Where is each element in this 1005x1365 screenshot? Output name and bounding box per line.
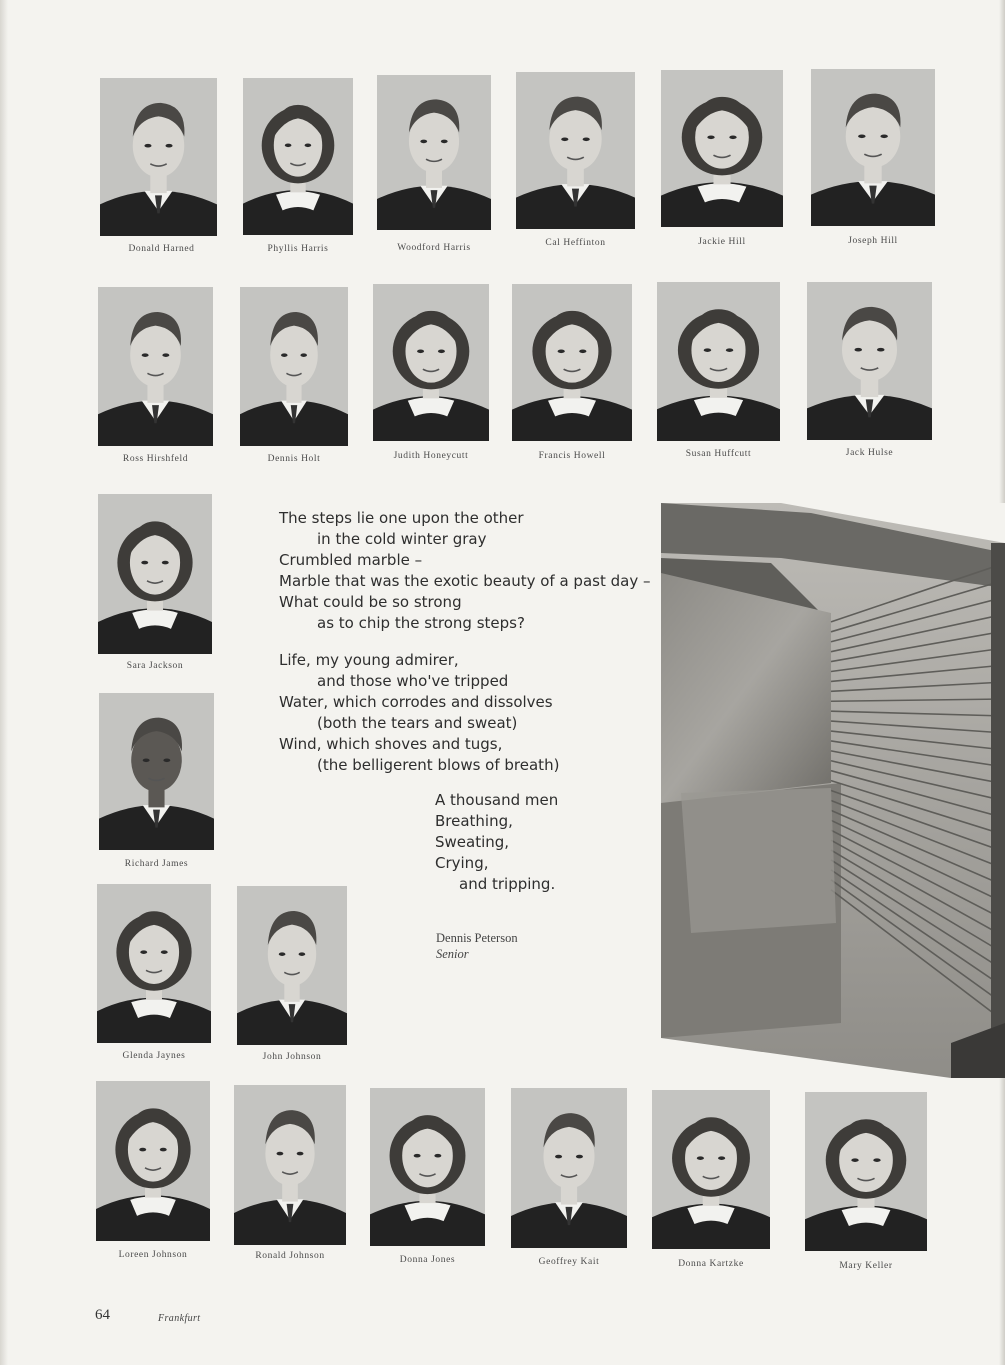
portrait-image (237, 886, 347, 1045)
student-portrait (807, 282, 932, 440)
poem-line: as to chip the strong steps? (317, 614, 525, 632)
poem-line: Sweating, (435, 833, 510, 851)
book-title: Frankfurt (158, 1313, 201, 1324)
student-portrait (511, 1088, 627, 1248)
student-name: Donna Kartzke (678, 1259, 744, 1269)
poem-line: A thousand men (435, 791, 559, 809)
student-name: Francis Howell (538, 451, 606, 461)
poem-line: Wind, which shoves and tugs, (279, 735, 503, 753)
student-portrait (512, 284, 632, 441)
student-portrait (370, 1088, 485, 1246)
student-name: Jack Hulse (845, 448, 894, 458)
portrait-image (97, 884, 211, 1043)
student-name: Phyllis Harris (267, 244, 329, 254)
student-portrait (237, 886, 347, 1045)
stairs-photo (661, 503, 1005, 1078)
portrait-image (511, 1088, 627, 1248)
poem-author (436, 931, 518, 962)
author-name: Dennis Peterson (436, 931, 518, 945)
portrait-image (373, 284, 489, 441)
page-edge-left (0, 0, 8, 1365)
student-name: Loreen Johnson (118, 1250, 188, 1260)
student-name: Cal Heffinton (545, 238, 606, 248)
student-portrait (234, 1085, 346, 1245)
student-name: John Johnson (262, 1052, 322, 1062)
poem-line: and those who've tripped (317, 672, 509, 690)
poem-line: (the belligerent blows of breath) (317, 756, 560, 774)
student-name: Judith Honeycutt (393, 451, 469, 461)
portrait-image (657, 282, 780, 441)
student-portrait (377, 75, 491, 230)
student-name: Richard James (124, 859, 189, 869)
poem-line: What could be so strong (279, 593, 462, 611)
poem-line: and tripping. (459, 875, 556, 893)
poem-line: Life, my young admirer, (279, 651, 459, 669)
student-portrait (373, 284, 489, 441)
student-portrait (99, 693, 214, 850)
portrait-image (370, 1088, 485, 1246)
student-name: Joseph Hill (848, 236, 898, 246)
portrait-image (98, 494, 212, 654)
student-portrait (97, 884, 211, 1043)
poem-line: The steps lie one upon the other (279, 509, 524, 527)
portrait-image (99, 693, 214, 850)
poem-line: Breathing, (435, 812, 513, 830)
portrait-image (100, 78, 217, 236)
student-portrait (243, 78, 353, 235)
student-portrait (652, 1090, 770, 1249)
portrait-image (240, 287, 348, 446)
page-number: 64 (95, 1307, 110, 1323)
portrait-image (96, 1081, 210, 1241)
student-portrait (805, 1092, 927, 1251)
stairs-image (661, 503, 1005, 1078)
student-name: Susan Huffcutt (685, 449, 752, 459)
student-portrait (240, 287, 348, 446)
poem-line: Marble that was the exotic beauty of a past day – (279, 572, 651, 590)
poem-line: Crumbled marble – (279, 551, 423, 569)
portrait-image (652, 1090, 770, 1249)
student-portrait (811, 69, 935, 226)
student-name: Jackie Hill (698, 237, 746, 247)
poem-line: (both the tears and sweat) (317, 714, 518, 732)
student-name: Ross Hirshfeld (122, 454, 189, 464)
student-name: Geoffrey Kait (538, 1257, 600, 1267)
portrait-image (377, 75, 491, 230)
student-name: Ronald Johnson (255, 1251, 325, 1261)
student-portrait (96, 1081, 210, 1241)
student-name: Mary Keller (839, 1261, 893, 1271)
student-portrait (661, 70, 783, 227)
portrait-image (234, 1085, 346, 1245)
portrait-image (661, 70, 783, 227)
portrait-image (805, 1092, 927, 1251)
portrait-image (98, 287, 213, 446)
author-role: Senior (436, 947, 469, 961)
portrait-image (811, 69, 935, 226)
student-portrait (657, 282, 780, 441)
poem-line: in the cold winter gray (317, 530, 487, 548)
poem-line: Crying, (435, 854, 489, 872)
portrait-image (512, 284, 632, 441)
student-name: Glenda Jaynes (122, 1051, 186, 1061)
student-name: Sara Jackson (126, 661, 184, 671)
student-portrait (98, 287, 213, 446)
portrait-image (243, 78, 353, 235)
student-portrait (100, 78, 217, 236)
poem-line: Water, which corrodes and dissolves (279, 693, 553, 711)
student-name: Dennis Holt (267, 454, 321, 464)
student-portrait (516, 72, 635, 229)
student-name: Donald Harned (128, 244, 195, 254)
portrait-image (807, 282, 932, 440)
student-name: Donna Jones (399, 1255, 456, 1265)
portrait-image (516, 72, 635, 229)
student-name: Woodford Harris (397, 243, 471, 253)
student-portrait (98, 494, 212, 654)
poem (279, 508, 650, 895)
